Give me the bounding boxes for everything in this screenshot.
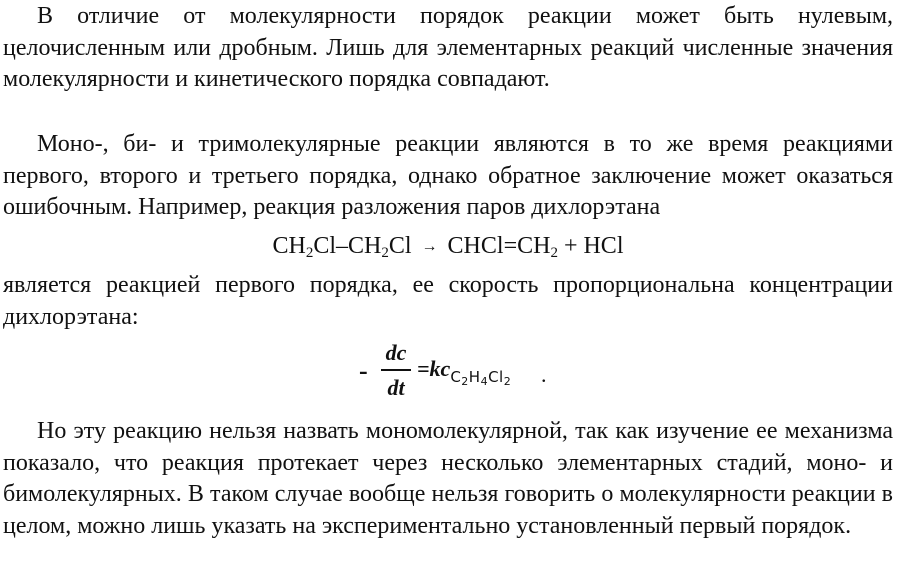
formula-fraction	[381, 340, 411, 401]
product-hcl: + HCl	[563, 233, 624, 259]
reaction-arrow-icon: →	[421, 238, 438, 255]
reactant-sub-1: 2	[305, 245, 314, 261]
product-chclch: CHCl=CH	[447, 233, 551, 259]
formula-subscript	[450, 368, 511, 386]
sub-2b: 2	[503, 375, 512, 388]
product-sub: 2	[550, 245, 558, 261]
reactant-cl: Cl	[388, 233, 412, 259]
paragraph-first-order: является реакцией первого порядка, ее скорость пропорциональна концентрации дихлорэтана:	[3, 272, 893, 330]
reactant-ch: CH	[272, 233, 306, 259]
formula-rhs	[417, 356, 512, 388]
paragraph-molecularity: Моно-, би- и тримолекулярные реакции являются в то же время реакциями первого, второго и третьего порядка, однако обратное заключение может оказаться ошибочным. Например, реакция разложения паров дихлорэтана	[3, 131, 893, 220]
paragraph-reaction-order: В отличие от молекулярности порядок реакции может быть нулевым, целочисленным или дробным. Лишь для элементарных реакций численные значения молекулярности и кинетического порядка совпадают.	[3, 3, 893, 92]
sub-2a: 2	[461, 375, 469, 388]
sub-4: 4	[480, 375, 489, 388]
formula-kc: =kc	[417, 356, 451, 381]
reactant-clch: Cl–CH	[313, 233, 382, 259]
reactant-sub-2: 2	[381, 245, 389, 261]
sub-h: H	[468, 368, 481, 386]
reaction-equation	[3, 231, 893, 265]
formula-minus: -	[359, 356, 368, 385]
paragraph-mechanism: Но эту реакцию нельзя назвать мономолекулярной, так как изучение ее механизма показало, что реакция протекает через несколько элементарных стадий, моно- и бимолекулярных. В таком случае вообще нельзя говорить о молекулярности реакции в целом, можно лишь указать на экспериментально установленный первый порядок.	[3, 418, 893, 539]
formula-denominator: dt	[387, 375, 405, 400]
formula-period: .	[541, 362, 547, 387]
sub-cl: Cl	[488, 368, 504, 386]
fraction-bar	[381, 369, 411, 371]
formula-numerator: dc	[385, 340, 407, 365]
sub-c: C	[450, 368, 462, 386]
